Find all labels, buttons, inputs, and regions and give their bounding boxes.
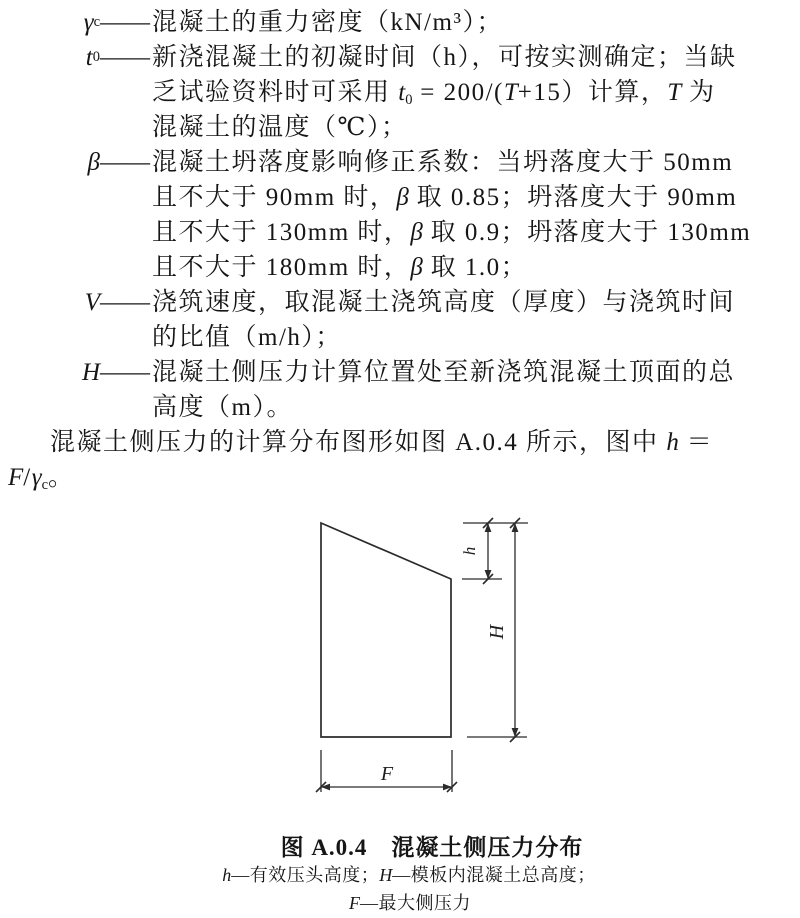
definition-gamma-c <box>83 5 758 40</box>
definition-line: 浇筑速度，取混凝土浇筑高度（厚度）与浇筑时间 <box>152 289 736 316</box>
definition-t0 <box>85 40 758 145</box>
paragraph-line: 混凝土侧压力的计算分布图形如图 A.0.4 所示，图中 h ＝ <box>50 429 714 456</box>
definition-line: 混凝土坍落度影响修正系数：当坍落度大于 50mm <box>152 149 734 176</box>
definition-line: 的比值（m/h）； <box>152 324 342 351</box>
body-paragraph <box>8 425 768 495</box>
symbol-gamma-c: γ c —— <box>83 9 150 36</box>
symbol-v: V —— <box>84 289 150 316</box>
definition-line: 混凝土的温度（℃）； <box>152 114 408 141</box>
definition-line: 乏试验资料时可采用 t0 = 200/(T+15）计算，T 为 <box>152 79 716 109</box>
definition-v <box>84 285 758 355</box>
dimension-label-H: H <box>486 624 508 640</box>
definition-line: 且不大于 180mm 时，β 取 1.0； <box>152 254 528 281</box>
symbol-h-total: H —— <box>81 359 150 386</box>
definition-h-total <box>81 355 758 425</box>
definition-line: 高度（m）。 <box>152 394 293 421</box>
figure-legend-line1: h—有效压头高度；H—模板内混凝土总高度； <box>222 865 596 885</box>
definition-line: 且不大于 130mm 时，β 取 0.9；坍落度大于 130mm <box>152 219 752 246</box>
symbol-t0: t 0 —— <box>85 44 150 71</box>
paragraph-line: F/γc。 <box>8 464 75 494</box>
symbol-definitions <box>81 5 758 425</box>
definition-beta <box>87 145 758 285</box>
pressure-trapezoid-outline <box>321 523 451 737</box>
dimension-label-F: F <box>380 763 394 785</box>
figure-caption: 图 A.0.4 混凝土侧压力分布 <box>280 835 584 860</box>
definition-line: 混凝土的重力密度（kN/m³）； <box>152 9 503 36</box>
definition-line: 且不大于 90mm 时，β 取 0.85；坍落度大于 90mm <box>152 184 738 211</box>
definition-line: 新浇混凝土的初凝时间（h），可按实测确定；当缺 <box>152 44 737 71</box>
definition-line: 混凝土侧压力计算位置处至新浇筑混凝土顶面的总 <box>152 359 736 386</box>
figure-legend-line2: F—最大侧压力 <box>349 893 471 913</box>
symbol-beta: β —— <box>87 149 150 176</box>
figure-pressure-distribution-diagram <box>295 500 545 805</box>
dimension-label-h: h <box>460 546 479 556</box>
